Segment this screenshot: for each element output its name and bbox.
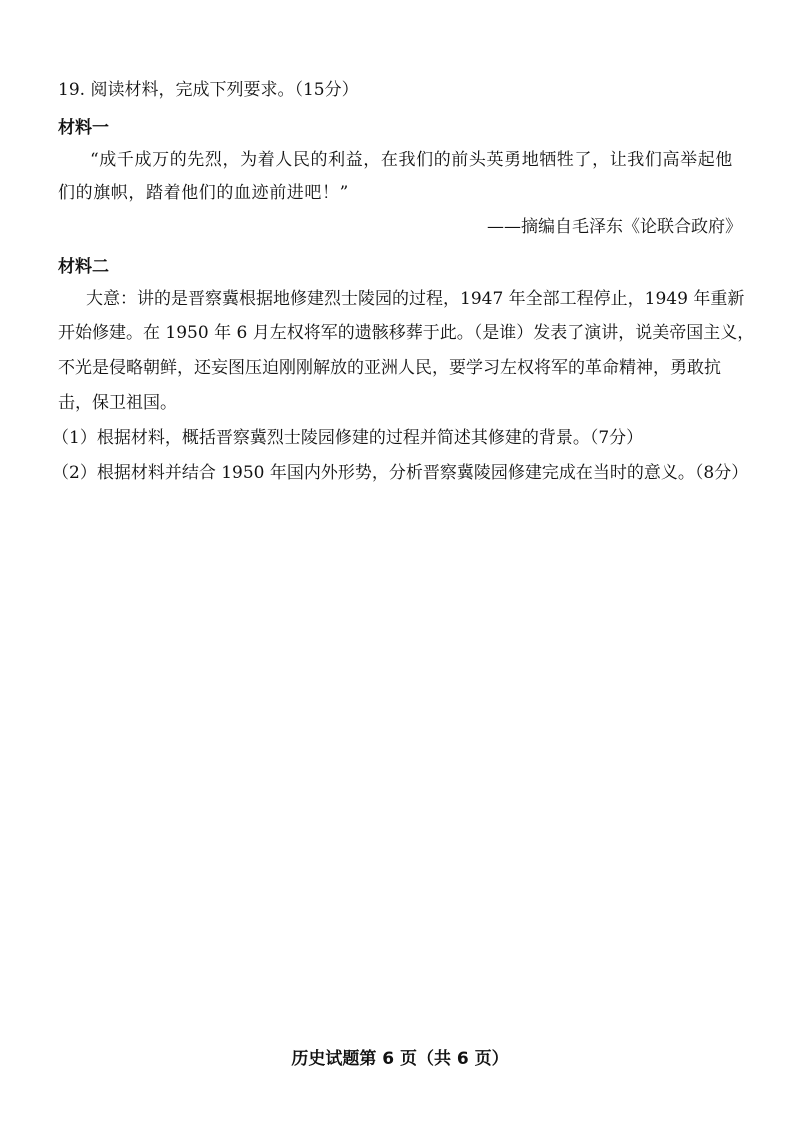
material1-quote-line2: 们的旗帜，踏着他们的血迹前进吧！”	[58, 183, 349, 203]
sub-question-2: （2）根据材料并结合 1950 年国内外形势，分析晋察冀陵园修建完成在当时的意义。（8分）	[52, 463, 749, 483]
question-title: 19. 阅读材料，完成下列要求。（15分）	[58, 80, 359, 100]
sub-question-1: （1）根据材料，概括晋察冀烈士陵园修建的过程并简述其修建的背景。（7分）	[52, 428, 644, 448]
material1-heading: 材料一	[58, 118, 109, 138]
material2-line4: 击，保卫祖国。	[58, 393, 177, 413]
material2-heading: 材料二	[58, 257, 109, 277]
material2-line3: 不光是侵略朝鲜，还妄图压迫刚刚解放的亚洲人民，要学习左权将军的革命精神，勇敢抗	[58, 358, 721, 378]
material1-source: ——摘编自毛泽东《论联合政府》	[487, 217, 742, 237]
material1-quote-line1: “成千成万的先烈，为着人民的利益，在我们的前头英勇地牺牲了，让我们高举起他	[90, 150, 733, 170]
material2-line2: 开始修建。在 1950 年 6 月左权将军的遗骸移葬于此。（是谁）发表了演讲，说美帝国主义，	[58, 323, 755, 343]
page-footer: 历史试题第 6 页（共 6 页）	[291, 1049, 509, 1069]
material2-line1: 大意：讲的是晋察冀根据地修建烈士陵园的过程，1947 年全部工程停止，1949 年重新	[86, 289, 745, 309]
